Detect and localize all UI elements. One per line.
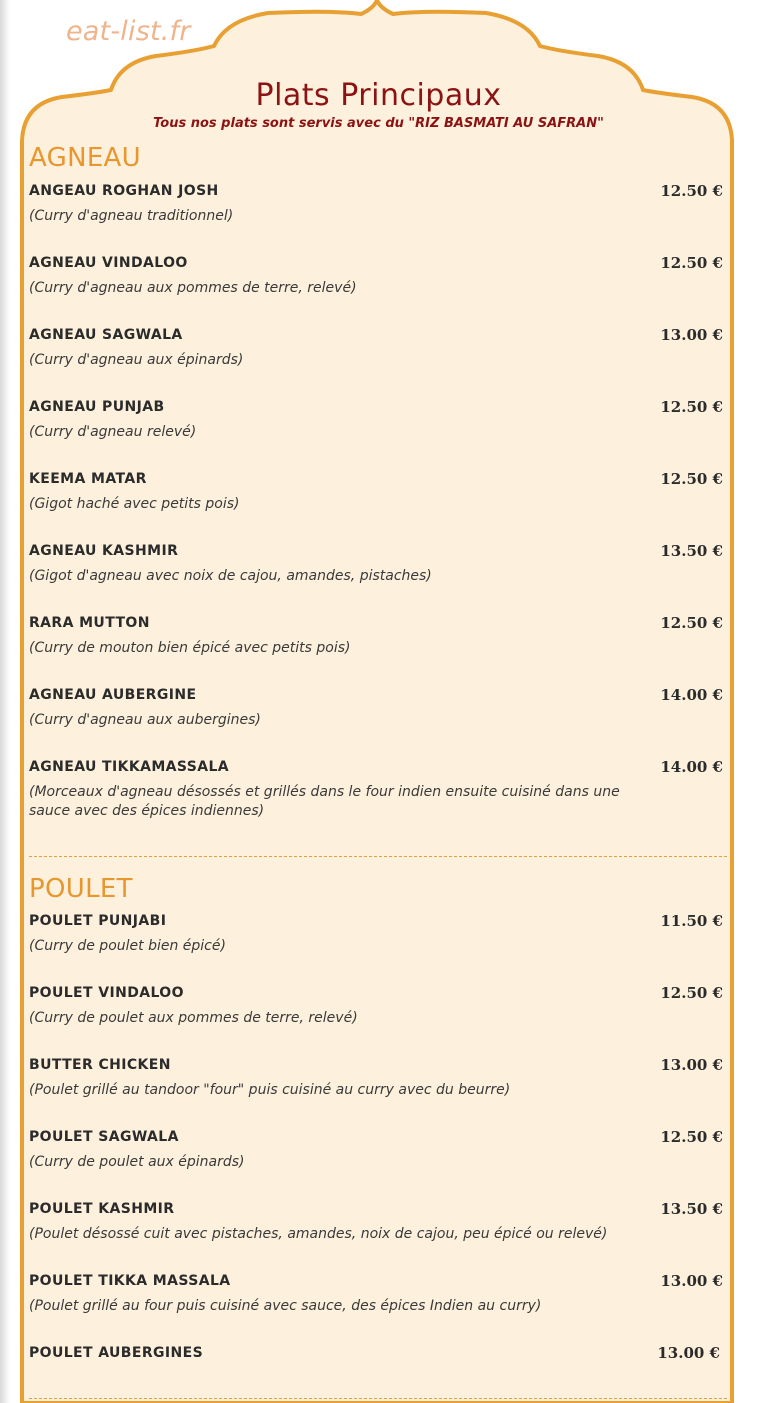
dish-price: 12.50 € xyxy=(660,254,723,272)
dish-price: 13.50 € xyxy=(660,1200,723,1218)
dish-price: 13.00 € xyxy=(660,1272,723,1290)
dish-description: (Morceaux d'agneau désossés et grillés dans le four indien ensuite cuisiné dans une sauce avec des épices indiennes) xyxy=(29,784,620,819)
dish-description: (Curry d'agneau relevé) xyxy=(29,424,197,440)
dish-description: (Curry de mouton bien épicé avec petits pois) xyxy=(29,640,351,656)
dish-price: 13.50 € xyxy=(660,542,723,560)
menu-item xyxy=(29,615,723,658)
dish-name: AGNEAU SAGWALA xyxy=(29,327,183,343)
menu-item xyxy=(29,985,723,1028)
menu-item xyxy=(29,1129,723,1172)
dish-price: 13.00 € xyxy=(660,326,723,344)
dish-price: 11.50 € xyxy=(660,912,723,930)
menu-item xyxy=(29,687,723,730)
dish-description: (Poulet grillé au four puis cuisiné avec sauce, des épices Indien au curry) xyxy=(29,1298,542,1314)
menu-item xyxy=(29,1273,723,1316)
menu-item xyxy=(29,255,723,298)
menu-item xyxy=(29,471,723,514)
dish-name: POULET PUNJABI xyxy=(29,913,167,929)
section-divider xyxy=(29,1398,727,1399)
menu-item xyxy=(29,759,723,821)
dish-price: 13.00 € xyxy=(657,1344,720,1362)
dish-price: 12.50 € xyxy=(660,614,723,632)
dish-name: AGNEAU VINDALOO xyxy=(29,255,188,271)
dish-description: (Poulet grillé au tandoor "four" puis cuisiné au curry avec du beurre) xyxy=(29,1082,511,1098)
dish-name: POULET SAGWALA xyxy=(29,1129,179,1145)
dish-name: AGNEAU PUNJAB xyxy=(29,399,165,415)
dish-description: (Gigot d'agneau avec noix de cajou, amandes, pistaches) xyxy=(29,568,432,584)
dish-name: KEEMA MATAR xyxy=(29,471,147,487)
watermark: eat-list.fr xyxy=(66,16,191,47)
menu-item xyxy=(29,1201,723,1244)
page-subtitle: Tous nos plats sont servis avec du "RIZ BASMATI AU SAFRAN" xyxy=(153,116,604,131)
dish-price: 12.50 € xyxy=(660,984,723,1002)
dish-name: POULET VINDALOO xyxy=(29,985,184,1001)
menu-item xyxy=(29,543,723,586)
dish-name: AGNEAU KASHMIR xyxy=(29,543,179,559)
menu-item xyxy=(29,399,723,442)
dish-price: 12.50 € xyxy=(660,1128,723,1146)
section-divider xyxy=(29,856,727,857)
dish-name: AGNEAU TIKKAMASSALA xyxy=(29,759,230,775)
menu-item xyxy=(29,913,723,956)
dish-price: 13.00 € xyxy=(660,1056,723,1074)
dish-name: POULET TIKKA MASSALA xyxy=(29,1273,231,1289)
dish-name: RARA MUTTON xyxy=(29,615,150,631)
dish-price: 14.00 € xyxy=(660,686,723,704)
dish-description: (Curry d'agneau traditionnel) xyxy=(29,208,234,224)
dish-name: ANGEAU ROGHAN JOSH xyxy=(29,183,219,199)
dish-description: (Curry d'agneau aux aubergines) xyxy=(29,712,261,728)
menu-item xyxy=(29,1345,720,1362)
dish-description: (Curry d'agneau aux pommes de terre, relevé) xyxy=(29,280,357,296)
dish-price: 14.00 € xyxy=(660,758,723,776)
dish-name: BUTTER CHICKEN xyxy=(29,1057,171,1073)
section-title-agneau: AGNEAU xyxy=(29,143,141,173)
dish-description: (Gigot haché avec petits pois) xyxy=(29,496,240,512)
dish-description: (Curry de poulet bien épicé) xyxy=(29,938,226,954)
menu-item xyxy=(29,327,723,370)
dish-price: 12.50 € xyxy=(660,470,723,488)
dish-name: POULET KASHMIR xyxy=(29,1201,175,1217)
dish-name: AGNEAU AUBERGINE xyxy=(29,687,197,703)
dish-description: (Curry de poulet aux pommes de terre, relevé) xyxy=(29,1010,358,1026)
menu-item xyxy=(29,183,723,226)
dish-description: (Curry d'agneau aux épinards) xyxy=(29,352,244,368)
dish-description: (Curry de poulet aux épinards) xyxy=(29,1154,245,1170)
page-title: Plats Principaux xyxy=(255,78,502,113)
dish-name: POULET AUBERGINES xyxy=(29,1345,204,1361)
section-title-poulet: POULET xyxy=(29,874,133,904)
menu-item xyxy=(29,1057,723,1100)
dish-description: (Poulet désossé cuit avec pistaches, amandes, noix de cajou, peu épicé ou relevé) xyxy=(29,1226,608,1242)
dish-price: 12.50 € xyxy=(660,398,723,416)
dish-price: 12.50 € xyxy=(660,182,723,200)
